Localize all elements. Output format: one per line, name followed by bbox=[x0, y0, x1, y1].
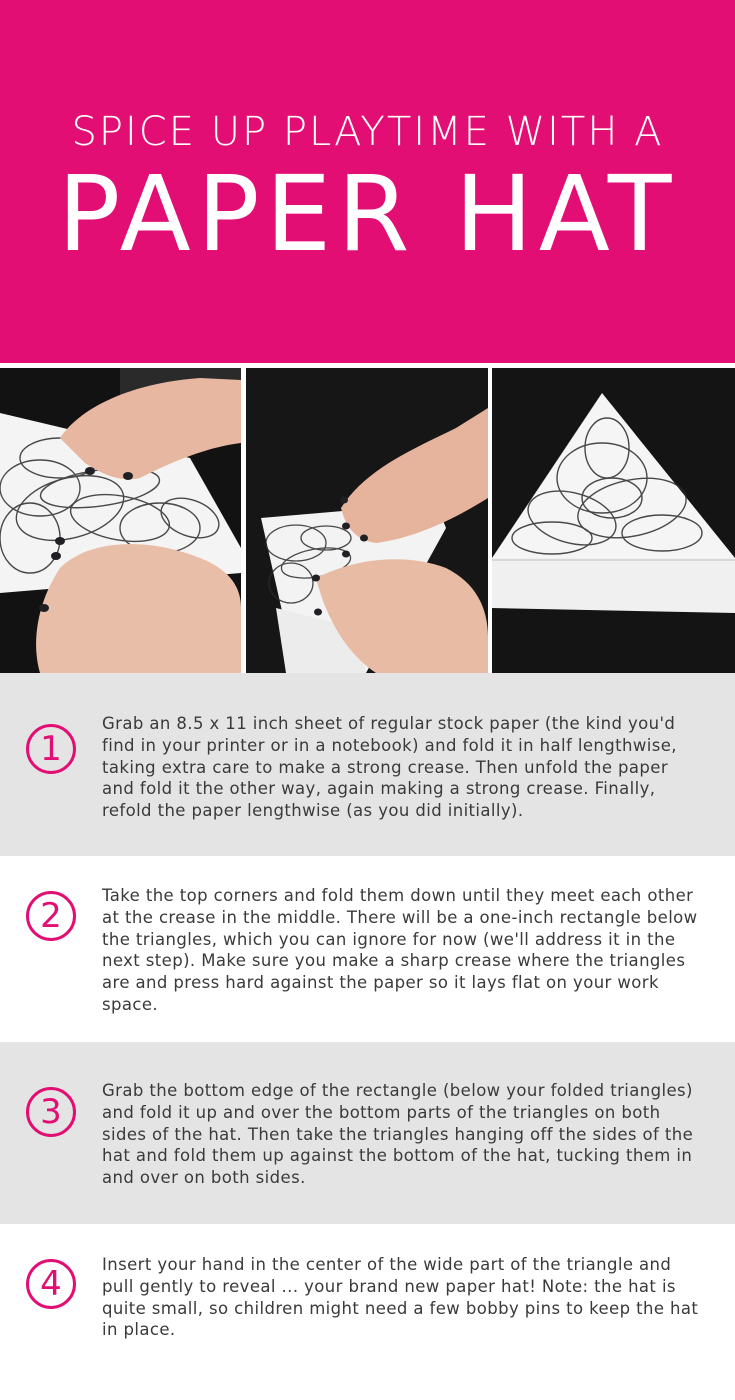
step-4 bbox=[0, 1224, 735, 1400]
step-text: Grab an 8.5 x 11 inch sheet of regular stock paper (the kind you'd find in your printer or in a notebook) and fold it in half lengthwise, taking extra care to make a strong crease. Then unfold the paper and fold it the other way, again making a strong crease. Finally, refold the paper lengthwise (as you did initially). bbox=[102, 714, 677, 821]
header-banner bbox=[0, 0, 735, 363]
step-number-badge: 2 bbox=[26, 891, 76, 941]
photo-strip bbox=[0, 363, 735, 673]
step-3 bbox=[0, 1042, 735, 1224]
step-number-badge: 1 bbox=[26, 724, 76, 774]
step-text: Grab the bottom edge of the rectangle (below your folded triangles) and fold it up and over the bottom parts of the triangles on both sides of the hat. Then take the triangles hanging off the sides of the hat and fold them up against the bottom of the hat, tucking them in and over on both sides. bbox=[102, 1081, 694, 1188]
step-number-badge: 3 bbox=[26, 1087, 76, 1137]
step-text: Insert your hand in the center of the wide part of the triangle and pull gently to reveal ... your brand new paper hat! Note: the hat is quite small, so children might need a few bobby pins to keep the hat in place. bbox=[102, 1255, 699, 1340]
header-title: PAPER HAT bbox=[57, 153, 678, 275]
header-subtitle: SPICE UP PLAYTIME WITH A bbox=[71, 109, 664, 155]
step-2 bbox=[0, 856, 735, 1042]
step-number-badge: 4 bbox=[26, 1259, 76, 1309]
step-text: Take the top corners and fold them down until they meet each other at the crease in the middle. There will be a one-inch rectangle below the triangles, which you can ignore for now (we'll address it in the next step). Make sure you make a sharp crease where the triangles are and press hard against the paper so it lays flat on your work space. bbox=[102, 886, 698, 1014]
photo-step-3 bbox=[492, 368, 735, 673]
photo-step-2 bbox=[246, 368, 488, 673]
photo-step-1 bbox=[0, 368, 241, 673]
step-1 bbox=[0, 673, 735, 856]
